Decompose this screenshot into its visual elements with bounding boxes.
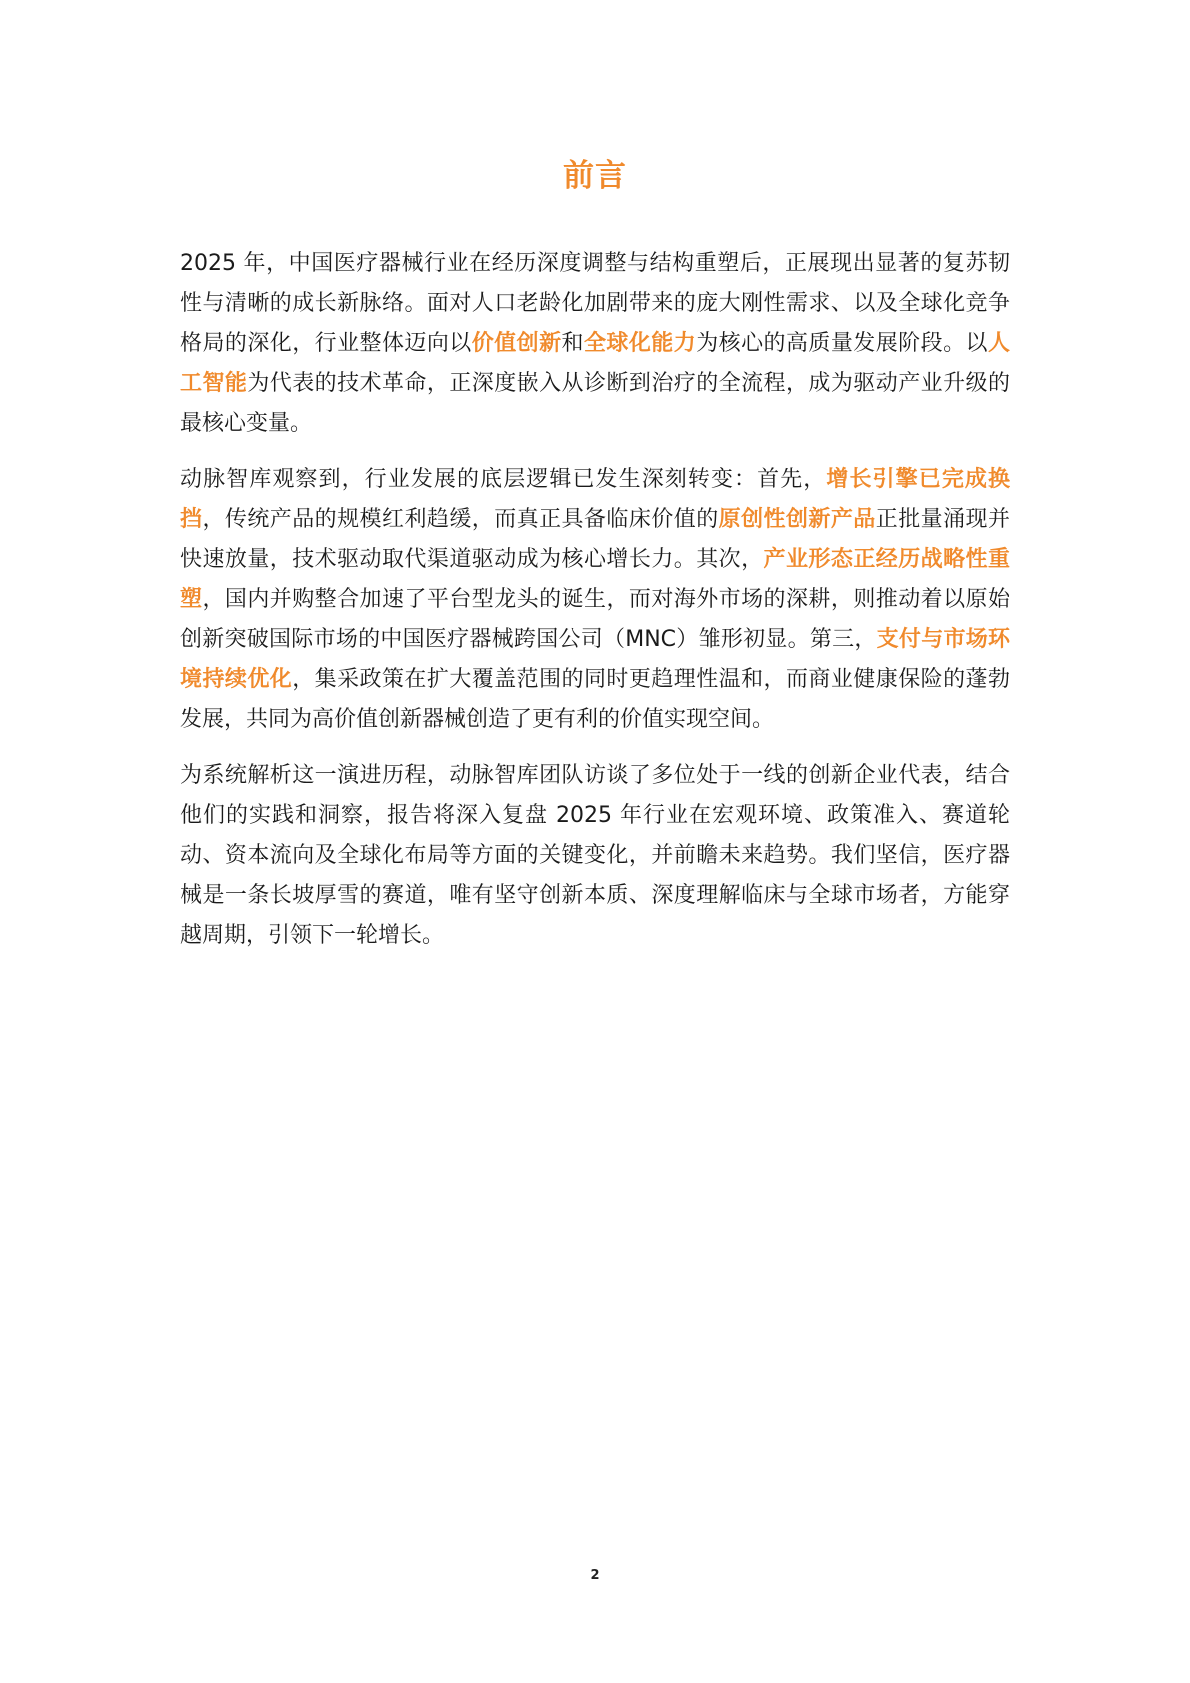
text-run: 动脉智库观察到，行业发展的底层逻辑已发生深刻转变：首先， (180, 467, 827, 492)
paragraph-2 (180, 460, 1010, 740)
text-run: 和 (561, 331, 584, 356)
text-run: ，传统产品的规模红利趋缓，而真正具备临床价值的 (202, 507, 719, 532)
paragraph-1 (180, 244, 1010, 444)
text-run: ，国内并购整合加速了平台型龙头的诞生，而对海外市场的深耕，则推动着以原始创新突破国际市场的中国医疗器械跨国公司（MNC）雏形初显。第三， (180, 587, 1010, 652)
paragraph-3 (180, 756, 1010, 956)
text-run: 2025 年，中国医疗器械行业在经历深度调整与结构重塑后，正展现出显著的复苏韧性与清晰的成长新脉络。面对人口老龄化加剧带来的庞大刚性需求、以及全球化竞争格局的深化，行业整体迈向以 (180, 251, 1010, 356)
text-run: 为代表的技术革命，正深度嵌入从诊断到治疗的全流程，成为驱动产业升级的最核心变量。 (180, 371, 1010, 436)
text-run: 为系统解析这一演进历程，动脉智库团队访谈了多位处于一线的创新企业代表，结合他们的实践和洞察，报告将深入复盘 2025 年行业在宏观环境、政策准入、赛道轮动、资本流向及全球化布局等方面的关键变化，并前瞻未来趋势。我们坚信，医疗器械是一条长坡厚雪的赛道，唯有坚守创新本质、深度理解临床与全球市场者，方能穿越周期，引领下一轮增长。 (180, 763, 1010, 948)
page-number: 2 (590, 1568, 600, 1583)
body-content (180, 244, 1010, 972)
highlight-payment-environment: 支付与市场环境持续优化 (180, 627, 1010, 692)
highlight-growth-engine: 增长引擎已完成换挡 (180, 467, 1010, 532)
text-run: ，集采政策在扩大覆盖范围的同时更趋理性温和，而商业健康保险的蓬勃发展，共同为高价值创新器械创造了更有利的价值实现空间。 (180, 667, 1010, 732)
highlight-industry-reshape: 产业形态正经历战略性重塑 (180, 547, 1010, 612)
page-title: 前言 (563, 158, 627, 194)
highlight-value-innovation: 价值创新 (471, 331, 562, 356)
highlight-original-innovation: 原创性创新产品 (718, 507, 876, 532)
text-run: 正批量涌现并快速放量，技术驱动取代渠道驱动成为核心增长力。其次， (180, 507, 1010, 572)
highlight-globalization: 全球化能力 (583, 331, 697, 356)
text-run: 为核心的高质量发展阶段。以 (696, 331, 988, 356)
highlight-ai: 人工智能 (180, 331, 1010, 396)
